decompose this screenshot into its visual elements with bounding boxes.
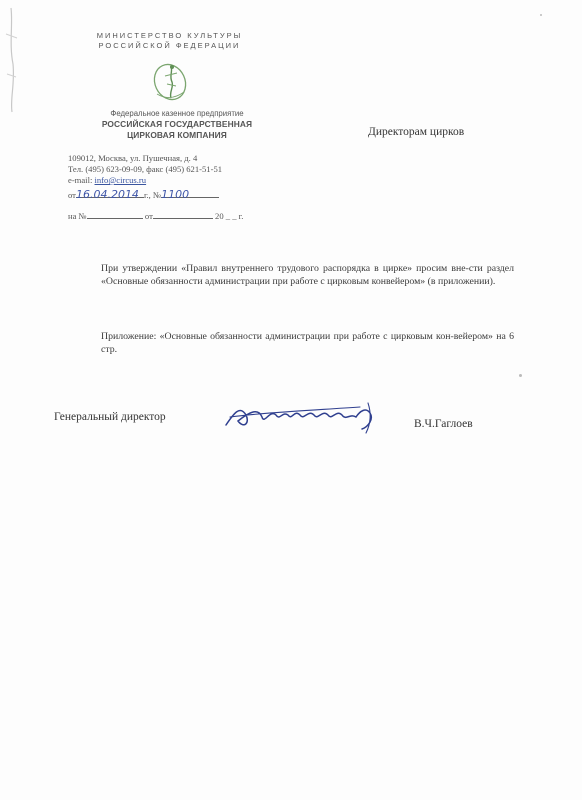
ref-number: 1100 bbox=[161, 188, 190, 201]
ref-to-date-blank bbox=[153, 209, 213, 219]
email-label: e-mail: bbox=[68, 175, 95, 185]
email-line bbox=[68, 175, 222, 186]
scan-speck bbox=[519, 374, 522, 377]
attachment-label: Приложение: bbox=[101, 331, 157, 342]
ref-date-field bbox=[75, 188, 144, 201]
ref-from-label: от bbox=[68, 190, 76, 200]
ref-to-number-blank bbox=[87, 209, 143, 219]
signatory-name: В.Ч.Гаглоев bbox=[414, 418, 473, 430]
margin-scribble bbox=[3, 4, 21, 114]
ref-year-suffix: г., № bbox=[143, 190, 162, 200]
ref-to-from-label: от bbox=[144, 211, 153, 221]
scan-speck bbox=[540, 14, 542, 16]
postal-address: 109012, Москва, ул. Пушечная, д. 4 bbox=[68, 153, 198, 163]
outgoing-reference bbox=[68, 188, 219, 200]
ref-date: 16.04.2014 bbox=[75, 188, 139, 201]
ref-to-year: 20 _ _ г. bbox=[215, 211, 244, 221]
addressee: Директорам цирков bbox=[368, 126, 465, 138]
phone-fax: Тел. (495) 623-09-09, факс (495) 621-51-51 bbox=[68, 164, 223, 174]
ministry-header bbox=[82, 31, 257, 51]
organization-block bbox=[92, 108, 262, 141]
body-paragraph bbox=[101, 262, 514, 288]
circus-logo bbox=[147, 58, 193, 104]
attachment-note bbox=[101, 330, 514, 356]
body-paragraph-text: При утверждении «Правил внутреннего трудового распорядка в цирке» просим вне-сти раздел «Основные обязанности администрации при работе с цирковым конвейером» (в приложении). bbox=[101, 263, 514, 287]
signatory-title: Генеральный директор bbox=[54, 411, 166, 423]
attachment-text: «Основные обязанности администрации при работе с цирковым кон-вейером» на 6 стр. bbox=[101, 331, 515, 355]
ministry-line-1: МИНИСТЕРСТВО КУЛЬТУРЫ bbox=[96, 31, 243, 40]
ministry-line-2: РОССИЙСКОЙ ФЕДЕРАЦИИ bbox=[98, 41, 241, 50]
ref-number-field bbox=[161, 188, 219, 201]
incoming-reference bbox=[68, 209, 243, 221]
org-name-line-1: РОССИЙСКАЯ ГОСУДАРСТВЕННАЯ bbox=[101, 119, 253, 129]
contact-block bbox=[68, 153, 222, 186]
org-type: Федеральное казенное предприятие bbox=[110, 109, 244, 118]
ref-to-label: на № bbox=[68, 211, 87, 221]
org-name-line-2: ЦИРКОВАЯ КОМПАНИЯ bbox=[127, 130, 227, 140]
handwritten-signature bbox=[220, 391, 390, 439]
email-link[interactable]: info@circus.ru bbox=[94, 175, 147, 185]
